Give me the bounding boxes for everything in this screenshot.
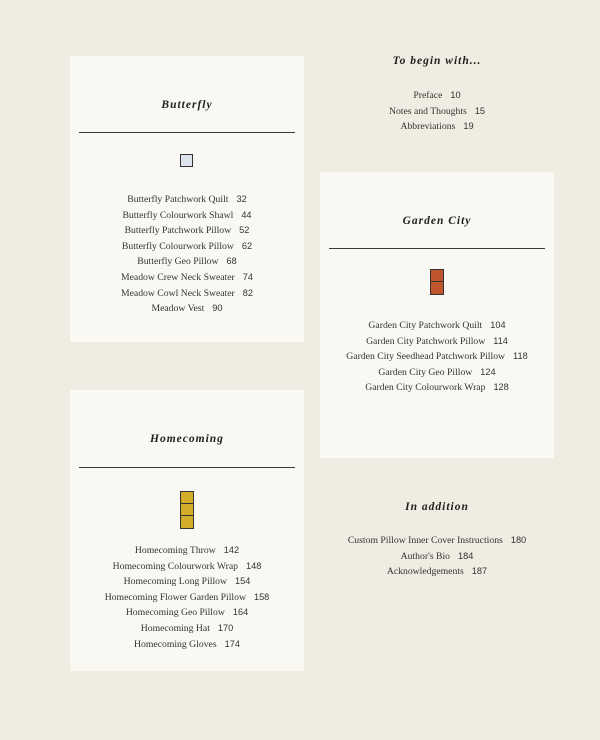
toc-entry-page-number: 170 xyxy=(217,622,234,633)
toc-entry-page-number: 187 xyxy=(471,566,488,577)
toc-entry[interactable] xyxy=(70,621,304,637)
toc-entry[interactable] xyxy=(70,301,304,317)
toc-entry[interactable] xyxy=(70,223,304,239)
toc-entry[interactable] xyxy=(70,590,304,606)
toc-entry-page-number: 180 xyxy=(510,535,527,545)
toc-entry-label: Meadow Cowl Neck Sweater xyxy=(120,287,235,299)
toc-entry-page-number: 15 xyxy=(474,105,486,116)
toc-entry-label: Homecoming Hat xyxy=(140,622,210,634)
toc-entry-label: Preface xyxy=(413,90,443,101)
toc-entry-label: Homecoming Colourwork Wrap xyxy=(112,560,238,572)
toc-entry[interactable] xyxy=(320,564,554,580)
toc-entry-page-number: 124 xyxy=(480,366,496,377)
toc-entry-label: Butterfly Patchwork Pillow xyxy=(124,225,232,237)
toc-entry[interactable] xyxy=(70,254,304,270)
toc-entry[interactable] xyxy=(70,239,304,255)
toc-entry-label: Butterfly Patchwork Quilt xyxy=(127,194,229,205)
toc-entry-page-number: 148 xyxy=(246,560,262,571)
section-title-homecoming: Homecoming xyxy=(150,433,224,445)
light-blue-square-swatch-icon xyxy=(180,154,193,167)
toc-list-begin xyxy=(320,88,554,135)
toc-entry-page-number: 128 xyxy=(493,382,509,393)
toc-entry-page-number: 82 xyxy=(242,287,254,298)
toc-entry-label: Abbreviations xyxy=(400,121,456,133)
toc-entry-label: Butterfly Colourwork Pillow xyxy=(121,240,234,252)
toc-entry-label: Homecoming Throw xyxy=(134,545,216,556)
toc-entry-label: Butterfly Geo Pillow xyxy=(137,256,219,268)
toc-entry[interactable] xyxy=(70,543,304,559)
toc-entry[interactable] xyxy=(70,637,304,653)
section-card-homecoming xyxy=(70,390,304,671)
section-title-begin: To begin with... xyxy=(392,55,482,67)
rust-two-block-swatch-icon xyxy=(430,269,444,295)
toc-entry[interactable] xyxy=(70,208,304,224)
toc-entry-label: Meadow Vest xyxy=(151,303,205,315)
toc-entry[interactable] xyxy=(70,559,304,575)
section-title-garden-city: Garden City xyxy=(402,215,472,227)
toc-entry[interactable] xyxy=(70,605,304,621)
toc-entry-label: Homecoming Long Pillow xyxy=(123,576,227,588)
toc-entry-page-number: 114 xyxy=(493,335,508,346)
toc-entry-label: Homecoming Gloves xyxy=(134,638,217,650)
toc-entry[interactable] xyxy=(70,574,304,590)
toc-entry[interactable] xyxy=(70,286,304,302)
toc-list-butterfly xyxy=(70,192,304,317)
toc-entry[interactable] xyxy=(320,549,554,565)
toc-entry[interactable] xyxy=(320,533,554,549)
toc-entry-label: Garden City Seedhead Patchwork Pillow xyxy=(346,351,506,363)
toc-entry-label: Homecoming Geo Pillow xyxy=(125,607,225,619)
section-card-butterfly xyxy=(70,56,304,342)
toc-entry-label: Homecoming Flower Garden Pillow xyxy=(104,591,246,603)
toc-entry-label: Garden City Colourwork Wrap xyxy=(365,382,486,394)
toc-entry[interactable] xyxy=(320,334,554,350)
toc-entry[interactable] xyxy=(70,270,304,286)
divider xyxy=(79,132,295,133)
toc-entry-page-number: 90 xyxy=(212,303,223,314)
toc-entry[interactable] xyxy=(320,380,554,396)
divider xyxy=(329,248,545,249)
section-card-garden-city xyxy=(320,172,554,458)
toc-entry-page-number: 68 xyxy=(226,256,237,267)
toc-entry-page-number: 32 xyxy=(236,194,247,204)
toc-entry-label: Acknowledgements xyxy=(386,566,464,578)
toc-entry[interactable] xyxy=(320,365,554,381)
toc-entry-page-number: 164 xyxy=(232,607,249,618)
toc-entry[interactable] xyxy=(320,349,554,365)
divider xyxy=(79,467,295,468)
toc-entry[interactable] xyxy=(320,104,554,120)
toc-entry-page-number: 74 xyxy=(242,271,254,282)
toc-entry[interactable] xyxy=(320,119,554,135)
toc-entry-label: Garden City Patchwork Quilt xyxy=(368,320,483,331)
toc-entry-page-number: 154 xyxy=(234,576,251,587)
toc-entry-page-number: 184 xyxy=(458,550,474,561)
toc-entry-label: Garden City Geo Pillow xyxy=(378,366,473,378)
toc-entry-label: Butterfly Colourwork Shawl xyxy=(122,209,234,221)
toc-entry[interactable] xyxy=(320,88,554,104)
toc-entry-page-number: 104 xyxy=(490,320,506,330)
toc-entry-page-number: 52 xyxy=(239,225,250,236)
toc-entry-page-number: 19 xyxy=(463,121,474,132)
toc-entry-page-number: 174 xyxy=(224,638,240,649)
toc-entry-label: Author's Bio xyxy=(400,550,451,562)
section-title-butterfly: Butterfly xyxy=(161,99,213,111)
section-title-addition: In addition xyxy=(405,501,469,513)
mustard-three-block-swatch-icon xyxy=(180,491,194,529)
toc-list-homecoming xyxy=(70,543,304,652)
toc-entry-page-number: 62 xyxy=(241,240,253,251)
toc-entry-page-number: 118 xyxy=(513,351,528,362)
toc-entry-label: Notes and Thoughts xyxy=(388,105,467,117)
toc-list-garden-city xyxy=(320,318,554,396)
toc-entry[interactable] xyxy=(70,192,304,208)
toc-entry[interactable] xyxy=(320,318,554,334)
toc-entry-page-number: 10 xyxy=(450,90,461,100)
toc-list-addition xyxy=(320,533,554,580)
toc-entry-label: Custom Pillow Inner Cover Instructions xyxy=(347,535,503,546)
toc-entry-page-number: 142 xyxy=(223,545,240,555)
toc-entry-page-number: 44 xyxy=(241,209,252,220)
toc-entry-page-number: 158 xyxy=(253,591,270,602)
toc-entry-label: Meadow Crew Neck Sweater xyxy=(120,271,235,283)
toc-entry-label: Garden City Patchwork Pillow xyxy=(366,335,486,347)
